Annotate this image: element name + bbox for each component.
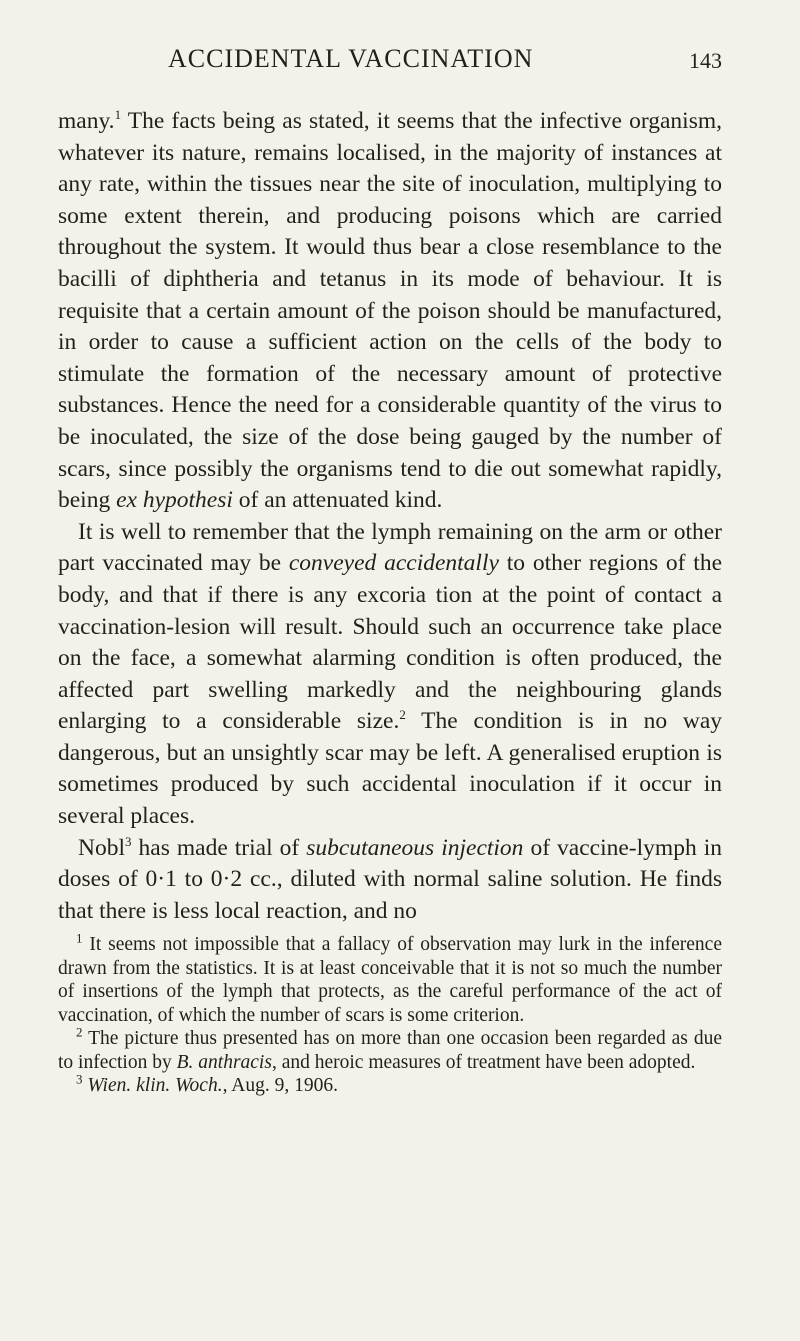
footnote-text: , and heroic measures of treatment have been adopted. <box>271 1051 696 1073</box>
footnote-text: The picture thus presented has on more than one occasion been regarded as due to infection by <box>58 1028 722 1073</box>
paragraph-text: has made trial of <box>131 834 307 861</box>
citation-title: Wien. klin. Woch. <box>82 1075 223 1097</box>
paragraph-text: The facts being as stated, it seems that the infective organism, whatever its nature, remains localised, in the majority of instances at any rate, within the tissues near the site of inoculation, multiplying to some extent therein, and producing poisons which are carried throughout the system. It would thus bear a close resemblance to the bacilli of diphtheria and tetanus in its mode of behaviour. It is requisite that a certain amount of the poison should be manufactured, in order to cause a sufficient action on the cells of the body to stimulate the formation of the necessary amount of protective substances. Hence the need for a considerable quantity of the virus to be inoculated, the size of the dose being gauged by the number of scars, since possibly the organisms tend to die out somewhat rapidly, being <box>58 108 722 514</box>
footnote-marker: 1 <box>76 930 83 946</box>
footnote-marker: 3 <box>76 1071 83 1087</box>
italic-phrase: ex hypothesi <box>116 487 233 514</box>
italic-phrase: B. anthracis <box>176 1051 272 1073</box>
footnote-ref: 1 <box>114 107 122 123</box>
running-title: ACCIDENTAL VACCINATION <box>168 44 534 73</box>
footnote-marker: 2 <box>76 1024 83 1040</box>
paragraph-1 <box>58 106 722 517</box>
paragraph-text: of vaccine-lymph in doses of 0·1 to 0·2 cc., diluted with normal saline solution. He finds that there is less local reaction, and no <box>58 834 722 924</box>
paragraph-3 <box>58 833 722 928</box>
paragraph-text: Nobl <box>78 834 125 861</box>
footnotes <box>58 930 722 1098</box>
footnote-ref: 2 <box>399 707 406 723</box>
body-text <box>58 106 722 927</box>
italic-phrase: subcutaneous injection <box>306 834 524 861</box>
book-page <box>58 44 722 1098</box>
paragraph-text: of an attenuated kind. <box>232 487 443 514</box>
footnote-ref: 3 <box>125 833 132 849</box>
paragraph-2 <box>58 517 722 833</box>
footnote-1 <box>58 930 722 1027</box>
footnote-2 <box>58 1024 722 1074</box>
footnote-3 <box>58 1071 722 1098</box>
paragraph-text: many. <box>58 108 115 134</box>
footnote-text: , Aug. 9, 1906. <box>222 1075 338 1097</box>
paragraph-text: to other regions of the body, and that if there is any excoria tion at the point of contact a vaccination-lesion will result. Should such an occurrence take place on the face, a somewhat alarming condition is often produced, the affected part swelling markedly and the neighbouring glands enlarging to a considerable size. <box>58 550 723 735</box>
page-number: 143 <box>689 48 722 73</box>
italic-phrase: conveyed accidentally <box>288 550 499 577</box>
footnote-text: It seems not impossible that a fallacy of observation may lurk in the inference drawn from the statistics. It is at least conceivable that it is not so much the number of insertions of the lymph that protects, as the careful performance of the act of vaccination, of which the number of scars is some criterion. <box>58 934 722 1026</box>
paragraph-text: The condition is in no way dangerous, but an unsightly scar may be left. A generalised eruption is sometimes produced by such accidental inoculation if it occur in several places. <box>58 708 722 830</box>
page-header <box>58 44 722 84</box>
paragraph-text: It is well to remember that the lymph remaining on the arm or other part vaccinated may be <box>58 518 722 577</box>
